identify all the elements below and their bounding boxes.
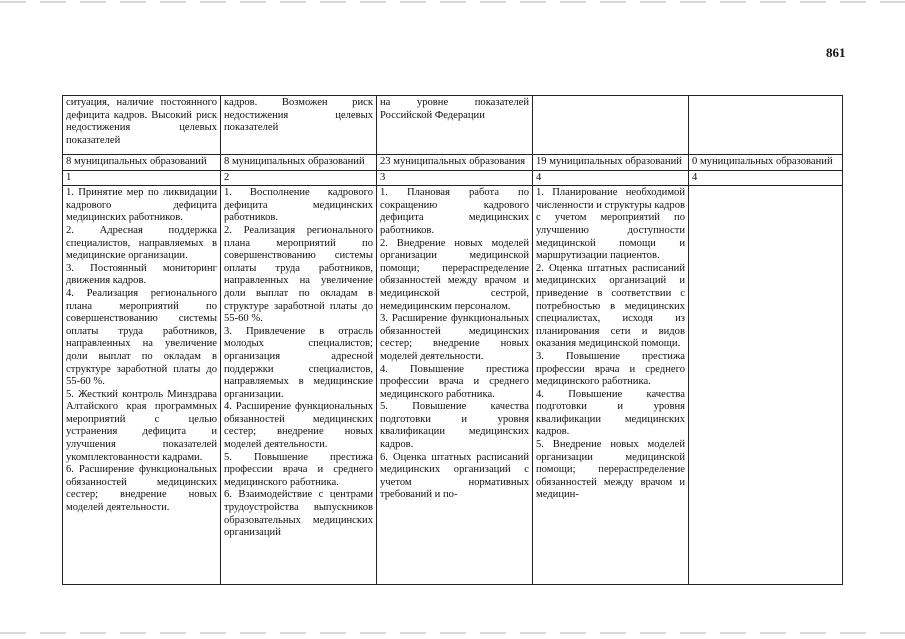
table-row-municipalities — [63, 155, 843, 171]
risk-cell-4 — [533, 96, 689, 155]
scan-artifact-bottom — [0, 632, 905, 634]
measure-item: 2. Реализация регионального плана мероприятий по совершенствованию системы оплаты труда работников, направленных на увеличение доли выплат по окладам в структуре заработной платы до 55-60 %. — [224, 224, 373, 325]
measures-table — [62, 95, 843, 585]
measures-cell-1 — [63, 186, 221, 585]
measure-item: 3. Постоянный мониторинг движения кадров. — [66, 262, 217, 287]
measures-cell-4 — [533, 186, 689, 585]
measure-item: 3. Расширение функциональных обязанностей медицинских сестер; внедрение новых моделей деятельности. — [380, 313, 529, 362]
measure-item: 1. Принятие мер по ликвидации кадрового дефицита медицинских работников. — [66, 187, 217, 224]
measures-list-3 — [380, 187, 529, 583]
municipalities-cell-5: 0 муниципальных образований — [689, 155, 843, 171]
measure-item: 1. Планирование необходимой численности и структуры кадров с учетом мероприятий по улучшению доступности медицинской помощи и маршрутизации пациентов. — [536, 187, 685, 262]
municipalities-cell-4: 19 муниципальных образований — [533, 155, 689, 171]
measures-list-4 — [536, 187, 685, 583]
measure-item: 2. Адресная поддержка специалистов, направляемых в медицинские организации. — [66, 224, 217, 262]
column-number-3: 3 — [377, 170, 533, 186]
measures-list-1 — [66, 187, 217, 583]
measure-item: 4. Расширение функциональных обязанностей медицинских сестер; внедрение новых моделей деятельности. — [224, 401, 373, 451]
measure-item: 1. Восполнение кадрового дефицита медицинских работников. — [224, 187, 373, 224]
table-row-measures — [63, 186, 843, 585]
municipalities-cell-1: 8 муниципальных образований — [63, 155, 221, 171]
measure-item: 2. Оценка штатных расписаний медицинских организаций и приведение в соответствии с потребностью в медицинских специалистах, исходя из планирования сети и видов оказания медицинской помощи. — [536, 262, 685, 350]
column-number-1: 1 — [63, 170, 221, 186]
column-number-4: 4 — [533, 170, 689, 186]
measure-item: 6. Расширение функциональных обязанностей медицинских сестер; внедрение новых моделей деятельности. — [66, 464, 217, 514]
measures-cell-5 — [689, 186, 843, 585]
measure-item: 4. Повышение престижа профессии врача и среднего медицинского работника. — [380, 363, 529, 400]
column-number-2: 2 — [221, 170, 377, 186]
municipalities-cell-3: 23 муниципальных образования — [377, 155, 533, 171]
table-row-risk-description — [63, 96, 843, 155]
measure-item: 5. Повышение качества подготовки и уровня квалификации медицинских кадров. — [380, 401, 529, 451]
measures-list-2 — [224, 187, 373, 583]
scan-artifact-top — [0, 1, 905, 3]
measure-item: 6. Оценка штатных расписаний медицинских организаций с учетом нормативных требований и по- — [380, 451, 529, 501]
measures-list-5 — [692, 187, 839, 583]
municipalities-cell-2: 8 муниципальных образований — [221, 155, 377, 171]
risk-cell-1: ситуация, наличие постоянного дефицита кадров. Высокий риск недостижения целевых показателей — [63, 96, 221, 155]
column-number-5: 4 — [689, 170, 843, 186]
measure-item: 6. Взаимодействие с центрами трудоустройства выпускников образовательных медицинских организаций — [224, 489, 373, 539]
risk-cell-3: на уровне показателей Российской Федерации — [377, 96, 533, 155]
measure-item: 1. Плановая работа по сокращению кадрового дефицита медицинских работников. — [380, 187, 529, 236]
measure-item: 3. Повышение престижа профессии врача и среднего медицинского работника. — [536, 350, 685, 388]
measure-item: 4. Реализация регионального плана мероприятий по совершенствованию системы оплаты труда работников, направленных на увеличение доли выплат по окладам в структуре заработной платы до 55-60 %. — [66, 287, 217, 388]
page-number: 861 — [826, 45, 846, 60]
risk-cell-2: кадров. Возможен риск недостижения целевых показателей — [221, 96, 377, 155]
measure-item: 4. Повышение качества подготовки и уровня квалификации медицинских кадров. — [536, 388, 685, 438]
measure-item: 5. Повышение престижа профессии врача и среднего медицинского работника. — [224, 451, 373, 488]
measure-item: 5. Внедрение новых моделей организации медицинской помощи; перераспределение обязанностей между врачом и медицин- — [536, 439, 685, 501]
risk-cell-5 — [689, 96, 843, 155]
measure-item: 5. Жесткий контроль Минздрава Алтайского края программных мероприятий с целью устранения дефицита и улучшения показателей укомплектованности кадрами. — [66, 388, 217, 463]
table-row-column-numbers — [63, 170, 843, 186]
measures-cell-3 — [377, 186, 533, 585]
measures-cell-2 — [221, 186, 377, 585]
measure-item: 2. Внедрение новых моделей организации медицинской помощи; перераспределение обязанностей между врачом и медицинской сестрой, немедицинским персоналом. — [380, 237, 529, 312]
measure-item: 3. Привлечение в отрасль молодых специалистов; организация адресной поддержки специалистов, направляемых в медицинские организации. — [224, 325, 373, 400]
